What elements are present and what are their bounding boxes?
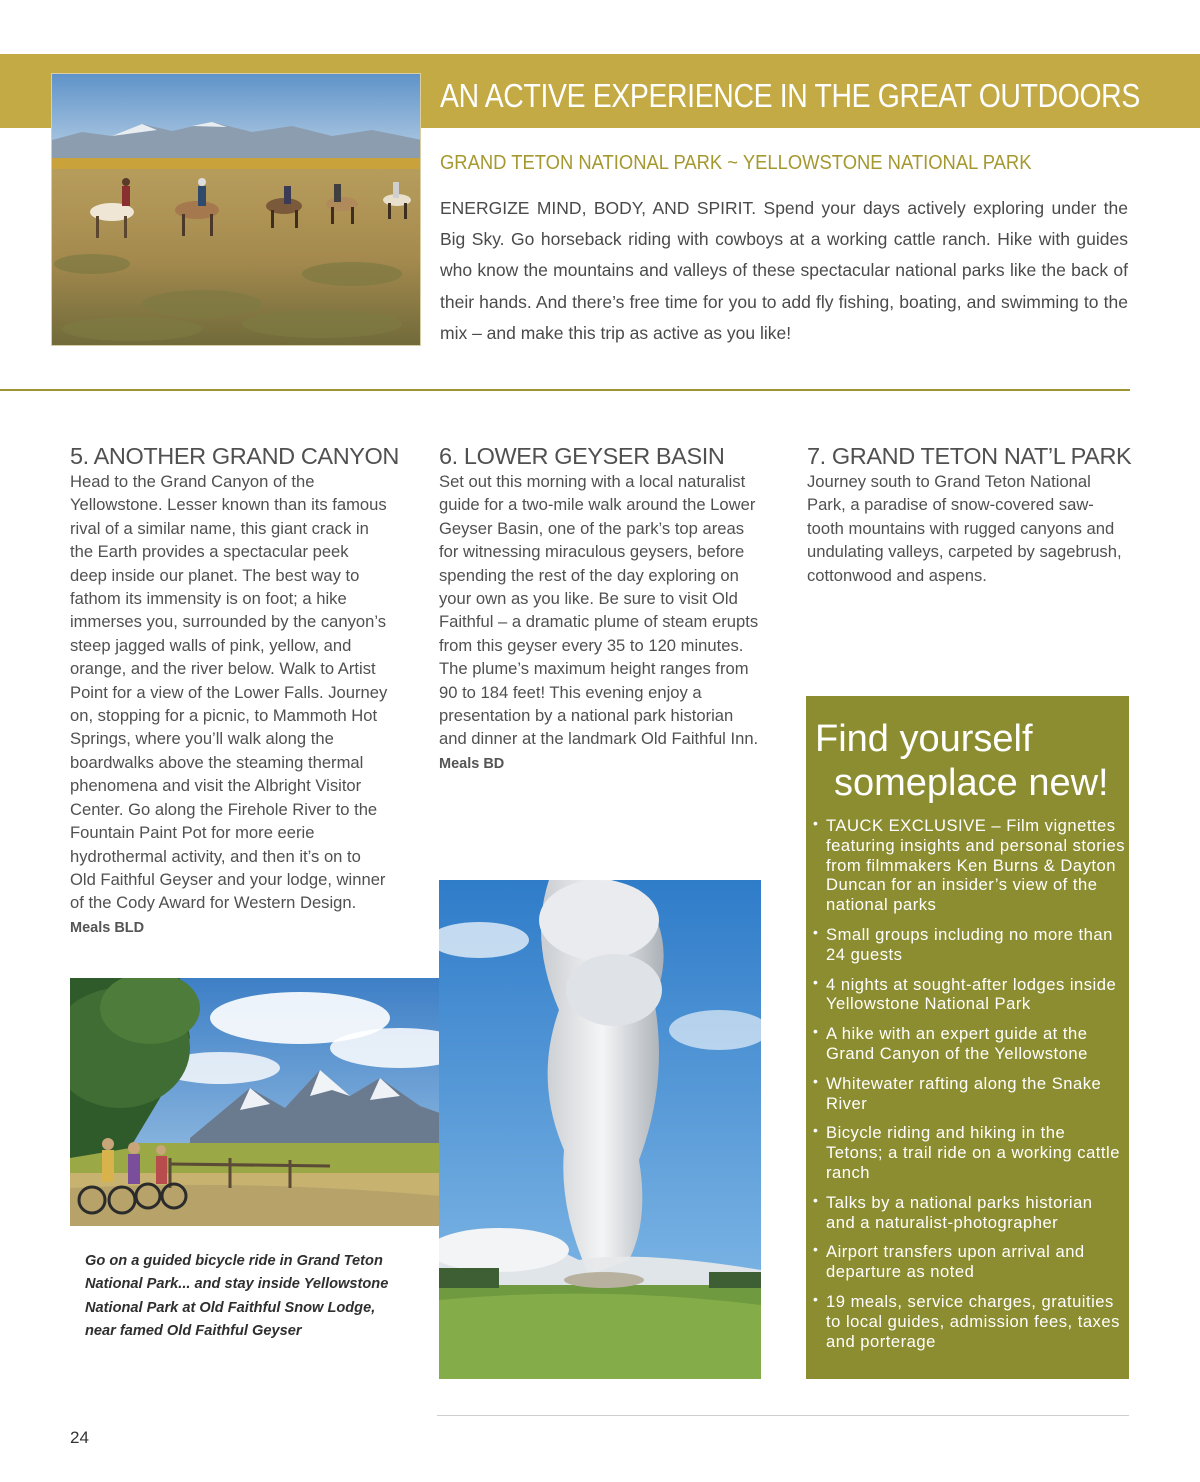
list-item: • 19 meals, service charges, gratuities to local guides, admission fees, taxes and porterage (812, 1292, 1126, 1351)
day-7-text: Journey south to Grand Teton National Park, a paradise of snow-covered saw-tooth mountains with rugged canyons and undulating valleys, carpeted by sagebrush, cottonwood and aspens. (807, 472, 1122, 585)
day-6-text (439, 470, 764, 776)
list-item: • Small groups including no more than 24 guests (812, 925, 1126, 965)
list-item: • Bicycle riding and hiking in the Tetons; a trail ride on a working cattle ranch (812, 1123, 1126, 1182)
old-faithful-geyser-photo (439, 880, 761, 1379)
day-6-meals: Meals BD (439, 755, 505, 772)
page-title: AN ACTIVE EXPERIENCE IN THE GREAT OUTDOORS (440, 77, 1140, 114)
grand-teton-bicycle-photo (70, 978, 482, 1226)
highlights-box (806, 696, 1129, 1379)
day-6-body: Set out this morning with a local naturalist guide for a two-mile walk around the Lower Geyser Basin, one of the park’s top areas for witnessing miraculous geysers, before spending the rest of the day exploring on your own as you like. Be sure to visit Old Faithful – a dramatic plume of steam erupts from this geyser every 35 to 120 minutes. The plume’s maximum height ranges from 90 to 184 feet! This evening enjoy a presentation by a national park historian and dinner at the landmark Old Faithful Inn. (439, 472, 759, 749)
day-5-heading: 5. ANOTHER GRAND CANYON (70, 443, 399, 469)
photo-caption: Go on a guided bicycle ride in Grand Teton National Park... and stay inside Yellowstone National Park at Old Faithful Snow Lodge, near famed Old Faithful Geyser (85, 1253, 389, 1340)
list-item: • Airport transfers upon arrival and departure as noted (812, 1242, 1126, 1282)
list-item: • TAUCK EXCLUSIVE – Film vignettes featuring insights and personal stories from filmmakers Ken Burns & Dayton Duncan for an insider’s view of the national parks (812, 816, 1126, 915)
promo-heading-line-2: someplace new! (834, 762, 1109, 804)
page-number: 24 (70, 1428, 89, 1447)
list-item: • Whitewater rafting along the Snake River (812, 1074, 1126, 1114)
list-item: • Talks by a national parks historian and a naturalist-photographer (812, 1193, 1126, 1233)
horseback-riders-photo (51, 73, 421, 346)
list-item: • A hike with an expert guide at the Grand Canyon of the Yellowstone (812, 1024, 1126, 1064)
section-divider (0, 389, 1130, 391)
intro-paragraph: ENERGIZE MIND, BODY, AND SPIRIT. Spend your days actively exploring under the Big Sky. Go horseback riding with cowboys at a working cattle ranch. Hike with guides who know the mountains and valleys of these spectacular national parks like the back of their hands. And there’s free time for you to add fly fishing, boating, and swimming to the mix – and make this trip as active as you like! (440, 198, 1128, 343)
day-7-heading: 7. GRAND TETON NAT’L PARK (807, 443, 1132, 469)
footer-divider (437, 1415, 1129, 1416)
day-6-heading: 6. LOWER GEYSER BASIN (439, 443, 725, 469)
list-item: • 4 nights at sought-after lodges inside Yellowstone National Park (812, 975, 1126, 1015)
page-subtitle: GRAND TETON NATIONAL PARK ~ YELLOWSTONE NATIONAL PARK (440, 152, 1032, 174)
highlights-list (812, 816, 1126, 1361)
day-5-meals: Meals BLD (70, 919, 145, 936)
promo-heading-line-1: Find yourself (815, 718, 1033, 760)
day-5-body: Head to the Grand Canyon of the Yellowstone. Lesser known than its famous rival of a similar name, this giant crack in the Earth provides a spectacular peek deep inside our planet. The best way to fathom its immensity is on foot; a hike immerses you, surrounded by the canyon’s steep jagged walls of pink, yellow, and orange, and the river below. Walk to Artist Point for a view of the Lower Falls. Journey on, stopping for a picnic, to Mammoth Hot Springs, where you’ll walk along the boardwalks above the steaming thermal phenomena and visit the Albright Visitor Center. Go along the Firehole River to the Fountain Paint Pot for more eerie hydrothermal activity, and then it’s on to Old Faithful Geyser and your lodge, winner of the Cody Award for Western Design. (70, 472, 388, 913)
day-5-text (70, 470, 388, 940)
